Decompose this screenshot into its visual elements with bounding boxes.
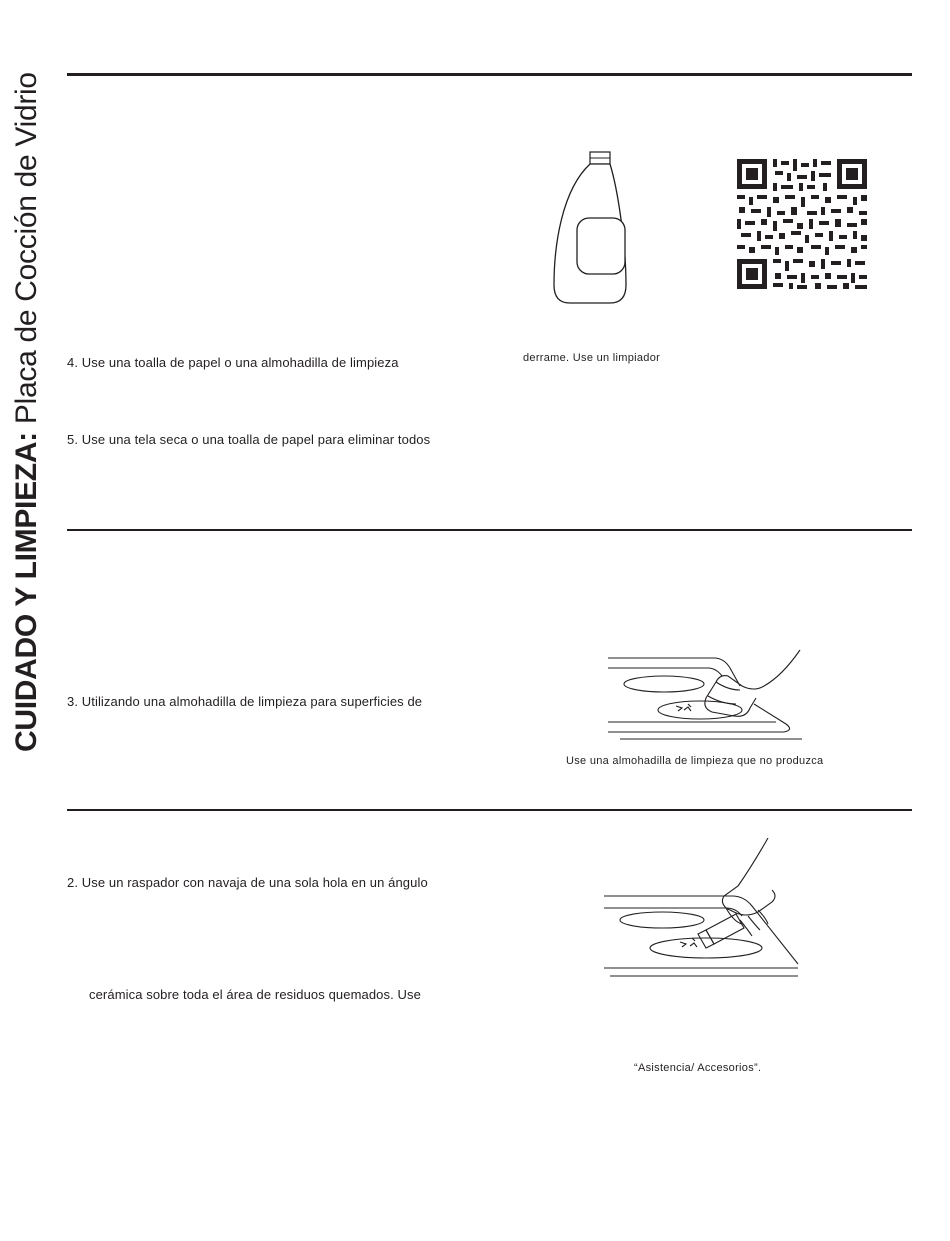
sidebar-title-light: Placa de Cocción de Vidrio [10,72,43,433]
pad-caption: Use una almohadilla de limpieza que no produzca [566,755,824,767]
cleaner-caption: derrame. Use un limpiador [523,352,661,364]
step-2-continued-text: cerámica sobre toda el área de residuos quemados. Use [89,987,421,1002]
cleaning-pad-illustration [604,646,804,751]
step-2-text: 2. Use un raspador con navaja de una sola hola en un ángulo [67,875,428,890]
section-divider-top [67,73,912,76]
sidebar-title [12,72,42,752]
section-divider-middle [67,529,912,531]
section-divider-bottom [67,809,912,811]
cleaner-bottle-illustration [552,150,628,311]
sidebar-title-bold: CUIDADO Y LIMPIEZA: [10,432,43,752]
qr-code-graphic [735,157,869,291]
step-4-text: 4. Use una toalla de papel o una almohadilla de limpieza [67,355,399,370]
qr-code[interactable] [735,157,869,296]
accessories-caption: “Asistencia/ Accesorios”. [634,1062,762,1074]
scraper-illustration [602,836,802,985]
step-3-text: 3. Utilizando una almohadilla de limpieza para superficies de [67,694,423,709]
step-5-text: 5. Use una tela seca o una toalla de papel para eliminar todos [67,432,431,447]
